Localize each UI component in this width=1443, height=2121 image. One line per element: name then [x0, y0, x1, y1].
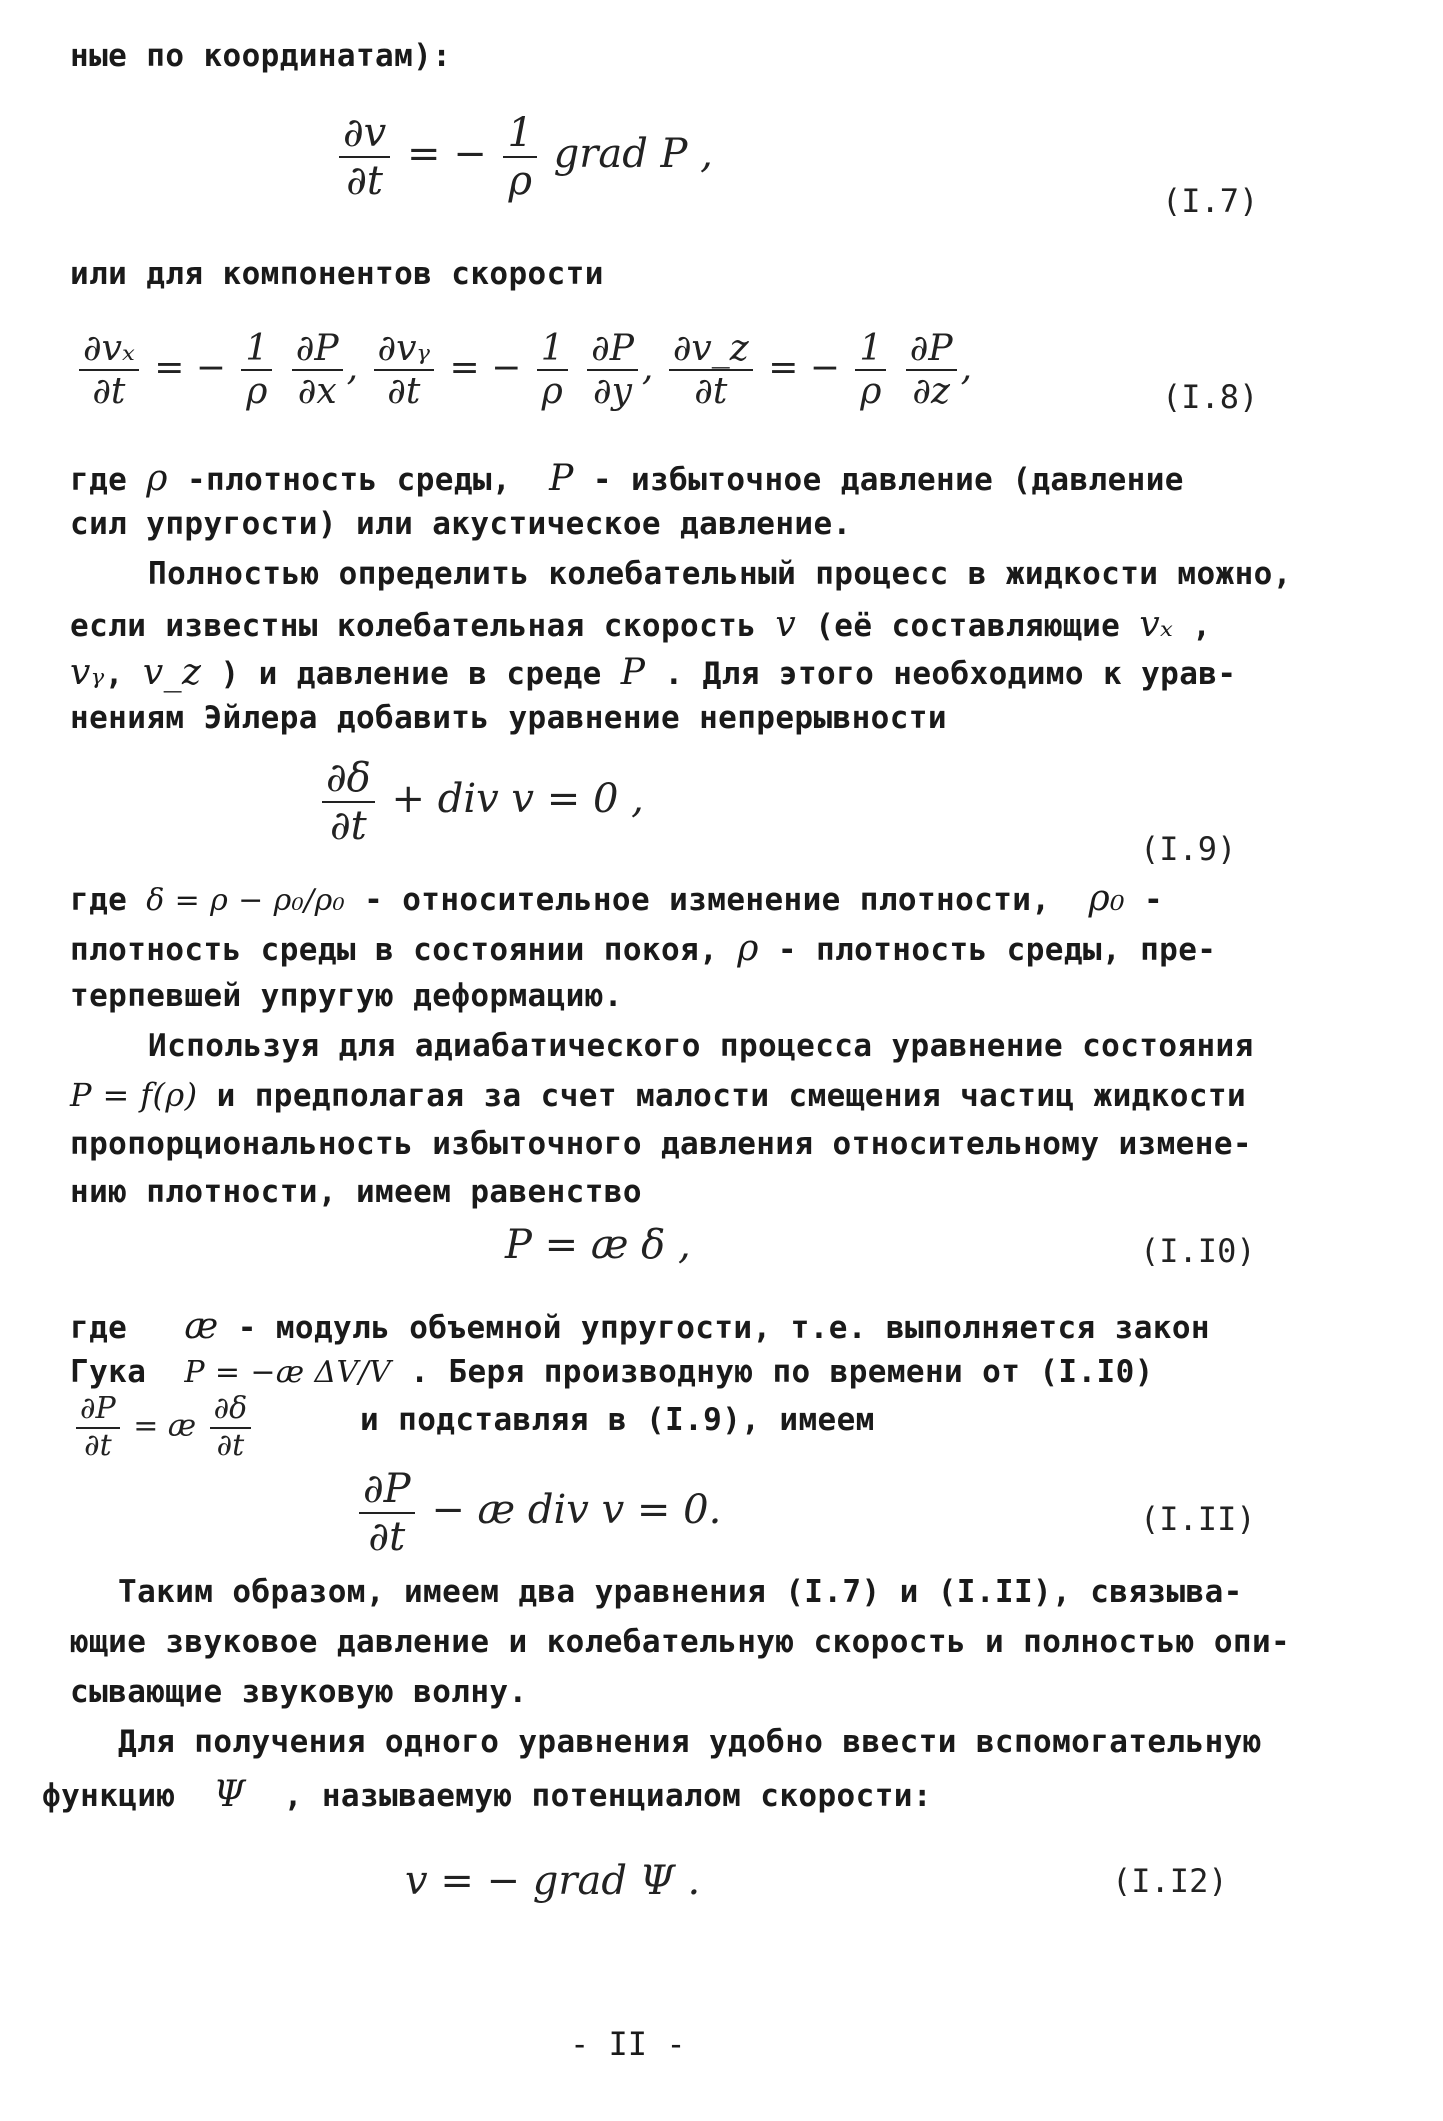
- equation-number: (I.8): [1162, 378, 1259, 416]
- text-line: где ρ -плотность среды, P - избыточное давление (давление: [70, 458, 1184, 499]
- text-line: нениям Эйлера добавить уравнение непрерывности: [70, 700, 947, 736]
- inline-equation: $\frac{\partial P}{\partial t}$ = æ $\frac{\partial\delta}{\partial t}$: [72, 1392, 255, 1463]
- text-line: где δ = ρ − ρ₀/ρ₀ - относительное изменение плотности, ρ₀ -: [70, 878, 1164, 919]
- text-line: терпевшей упругую деформацию.: [70, 978, 623, 1014]
- text-line: ные по координатам):: [70, 38, 452, 74]
- text-line: где æ - модуль объемной упругости, т.е. выполняется закон: [70, 1306, 1210, 1347]
- equation-number: (I.II): [1140, 1500, 1256, 1538]
- equation-number: (I.I2): [1112, 1862, 1228, 1900]
- page-number: - II -: [570, 2025, 686, 2063]
- fraction: $\frac{1}{\rho}$: [503, 110, 536, 204]
- equation-i11: $\frac{\partial P}{\partial t}$ − æ div v = 0.: [355, 1466, 721, 1560]
- text-line: плотность среды в состоянии покоя, ρ - плотность среды, пре-: [70, 928, 1217, 969]
- text-line: сывающие звуковую волну.: [70, 1674, 528, 1710]
- text-line: и подставляя в (I.9), имеем: [360, 1402, 875, 1438]
- text-line: или для компонентов скорости: [70, 256, 604, 292]
- equation-number: (I.7): [1162, 182, 1259, 220]
- equation-i9: $\frac{\partial\delta}{\partial t}$ + div v = 0 ,: [318, 755, 644, 849]
- text-line: функцию Ψ , называемую потенциалом скорости:: [42, 1774, 932, 1815]
- text-line: Гука P = −æ ΔV/V . Беря производную по времени от (I.I0): [70, 1354, 1154, 1390]
- fraction: $\frac{\partial v}{\partial t}$: [339, 110, 390, 204]
- equation-i7: $\frac{\partial v}{\partial t}$ = − $\frac{1}{\rho}$ grad P ,: [335, 110, 713, 204]
- text-line: пропорциональность избыточного давления относительному измене-: [70, 1126, 1252, 1162]
- equation-number: (I.I0): [1140, 1232, 1256, 1270]
- equation-i8: $\frac{\text{∂vₓ}}{\partial t}$ = − $\frac{1}{\rho}$ $\frac{\partial P}{\partial x}$ , $\frac{\text{∂vᵧ}}{\partial t}$ = − $\frac{1}{\rho}$ $\frac{\partial P}{\partial y}$ , $\frac{\partial v\_z}{\partial t}$ = − $\frac{1}{\rho}$ $\frac{\partial P}{\partial z}$ ,: [75, 328, 972, 413]
- text-line: P = f(ρ) и предполагая за счет малости смещения частиц жидкости: [70, 1076, 1247, 1114]
- equation-i12: v = − grad Ψ .: [405, 1858, 701, 1904]
- text-line: сил упругости) или акустическое давление.: [70, 506, 852, 542]
- text-line: если известны колебательная скорость v (её составляющие vₓ ,: [70, 604, 1212, 645]
- text-line: Полностью определить колебательный процесс в жидкости можно,: [148, 556, 1292, 592]
- text-line: нию плотности, имеем равенство: [70, 1174, 642, 1210]
- text-line: vᵧ, v_z ) и давление в среде P . Для этого необходимо к урав-: [70, 652, 1237, 693]
- text-line: Таким образом, имеем два уравнения (I.7) и (I.II), связыва-: [118, 1574, 1243, 1610]
- text-line: ющие звуковое давление и колебательную скорость и полностью опи-: [70, 1624, 1291, 1660]
- equation-i10: P = æ δ ,: [505, 1222, 691, 1268]
- equation-number: (I.9): [1140, 830, 1237, 868]
- text-line: Используя для адиабатического процесса уравнение состояния: [148, 1028, 1254, 1064]
- text-line: Для получения одного уравнения удобно ввести вспомогательную: [118, 1724, 1262, 1760]
